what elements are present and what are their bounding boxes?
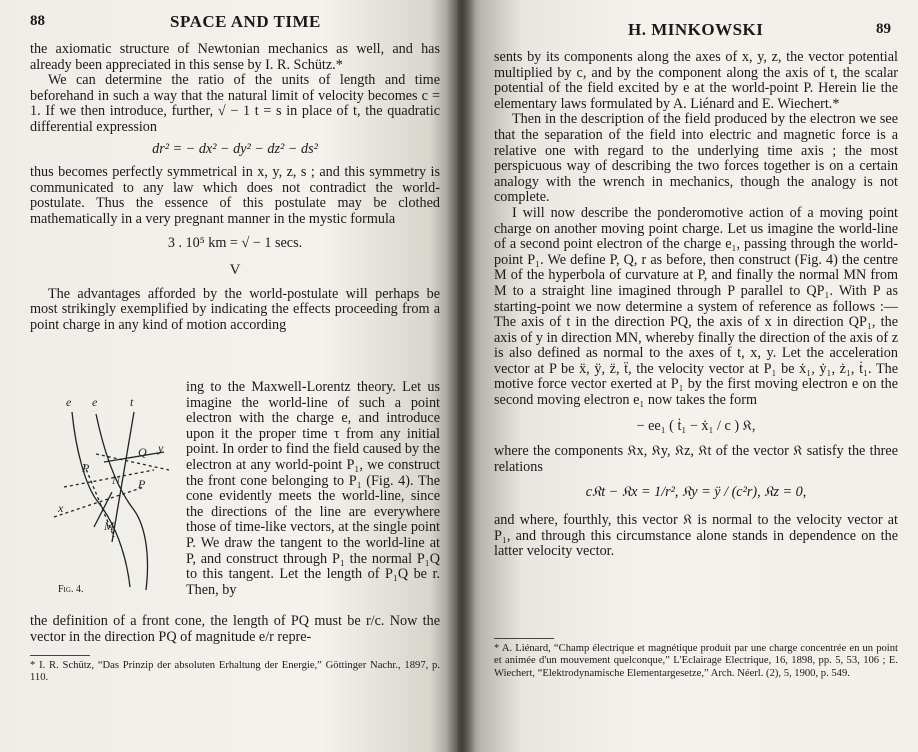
equation: − ee₁ ( ṫ₁ − ẋ₁ / c ) 𝔎, — [636, 417, 756, 434]
fig-label: M — [104, 519, 114, 533]
paragraph: where the components 𝔎x, 𝔎y, 𝔎z, 𝔎t of the vector 𝔎 satisfy the three relations — [494, 443, 898, 475]
paragraph: the axiomatic structure of Newtonian mechanics as well, and has already been appreciated in this sense by I. R. Schütz.* — [30, 41, 440, 73]
left-text-upper — [30, 42, 440, 334]
fig-label: y — [158, 441, 164, 455]
fig-label: e — [92, 395, 98, 409]
running-head-right: H. MINKOWSKI — [628, 20, 764, 39]
left-text-lower — [30, 614, 440, 645]
dashed-line — [54, 487, 144, 517]
footnote-rule — [30, 655, 90, 656]
page-number-left: 88 — [30, 13, 45, 29]
left-text-wrap — [186, 380, 440, 598]
fig-label: Q — [138, 445, 147, 459]
section-heading: V — [229, 262, 241, 279]
paragraph: the definition of a front cone, the length of PQ must be r/c. Now the vector in the direction PQ of magnitude e/r repre- — [30, 613, 440, 645]
fig-label: P — [138, 477, 146, 491]
fig-label: x — [58, 501, 64, 515]
footnote-text: * I. R. Schütz, “Das Prinzip der absoluten Erhaltung der Energie,” Göttinger Nachr., 1897, p. 110. — [30, 660, 440, 684]
equation: 3 . 10⁵ km = √ − 1 secs. — [167, 234, 303, 251]
figure-4-diagram — [34, 392, 184, 592]
figure-caption: Fig. 4. — [58, 584, 84, 595]
paragraph: The advantages afforded by the world-postulate will perhaps be most strikingly exemplified by indicating the effects proceeding from a point charge in any kind of motion according — [30, 285, 440, 333]
paragraph: ing to the Maxwell-Lorentz theory. Let us imagine the world-line of such a point electron with the charge e, and introduce upon it the proper time τ from any initial point. In order to find the field caused by the electron at any world-point P₁, we construct the front cone belonging to P₁ (Fig. 4). The cone evidently meets the world-line, since the directions of the line are everywhere those of time-like vectors, at the single point P. We draw the tangent to the world-line at P, and construct through P₁ the normal P₁Q to this tangent. Let the length of P₁Q be r. Then, by — [186, 379, 440, 598]
footnote-left — [30, 660, 440, 685]
world-line-curve — [96, 414, 148, 590]
paragraph: sents by its components along the axes of x, y, z, the vector potential multiplied by c, and by the component along the axis of t, the scalar potential of the field excited by e at the world-point P. Herein lie the elementary laws formulated by A. Liénard and E. Wiechert.* — [494, 49, 898, 112]
paragraph: We can determine the ratio of the units of length and time beforehand in such a way that the natural limit of velocity becomes c = 1. If we then introduce, further, √ − 1 t = s in place of t, the quadratic differential expression — [30, 72, 440, 135]
fig-label: N — [112, 473, 121, 487]
footnote-text: * A. Liénard, “Champ électrique et magnétique produit par une charge concentrée en un point et animée d'un mouvement quelconque,” L'Eclairage Electrique, 16, 1898, pp. 5, 53, 106 ; E. Wiechert, “Elektrodynamische Elementargesetze,” Arch. Néerl. (2), 5, 1900, p. 549. — [494, 643, 898, 679]
paragraph: thus becomes perfectly symmetrical in x, y, z, s ; and this symmetry is communicated to any law which does not contradict the world-postulate. Thus the essence of this postulate may be clothed mathematically in a very pregnant manner in the mystic formula — [30, 164, 440, 227]
book-gutter-shadow — [446, 0, 476, 752]
right-text — [494, 50, 898, 560]
paragraph: Then in the description of the field produced by the electron we see that the separation of the field into electric and magnetic force is a relative one with regard to the underlying time axis ; the most perspicuous way of describing the two forces together is on a certain analogy with the wrench in mechanics, though the analogy is not complete. — [494, 111, 898, 206]
equation: c𝔎t − 𝔎x = 1/r², 𝔎y = ÿ / (c²r), 𝔎z = 0, — [585, 484, 807, 501]
page-number-right: 89 — [876, 21, 891, 37]
left-page — [0, 0, 458, 752]
fig-label: P — [82, 461, 90, 475]
fig-label: t — [130, 395, 134, 409]
fig-label: e — [66, 395, 72, 409]
footnote-rule — [494, 638, 554, 639]
paragraph: and where, fourthly, this vector 𝔎 is normal to the velocity vector at P₁, and through this circumstance alone stands in dependence on the latter velocity vector. — [494, 512, 898, 560]
running-head-left: SPACE AND TIME — [170, 12, 321, 31]
paragraph: I will now describe the ponderomotive action of a moving point charge on another moving point charge. Let us imagine the world-line of a second point electron of the charge e₁, passing through the world-point P₁. We define P, Q, r as before, then construct (Fig. 4) the centre M of the hyperbola of curvature at P, and finally the normal MN from M to a straight line imagined through P parallel to QP₁. With P as starting-point we now determine a system of reference as follows :—The axis of t in the direction PQ, the axis of x in direction QP₁, the axis of y in direction MN, whereby finally the direction of the axis of z is also defined as normal to the axes of t, x, y. Let the acceleration vector at P be ẍ, ÿ, z̈, ẗ, the velocity vector at P₁ be ẋ₁, ẏ₁, ż₁, ṫ₁. The motive force vector exerted at P₁ by the first moving electron e on the second moving electron e₁ now takes the form — [494, 204, 898, 409]
equation: dr² = − dx² − dy² − dz² − ds² — [152, 140, 318, 157]
world-line-curve — [72, 412, 130, 587]
right-page — [458, 0, 918, 752]
footnote-right — [494, 643, 898, 680]
axis-line — [104, 452, 164, 462]
